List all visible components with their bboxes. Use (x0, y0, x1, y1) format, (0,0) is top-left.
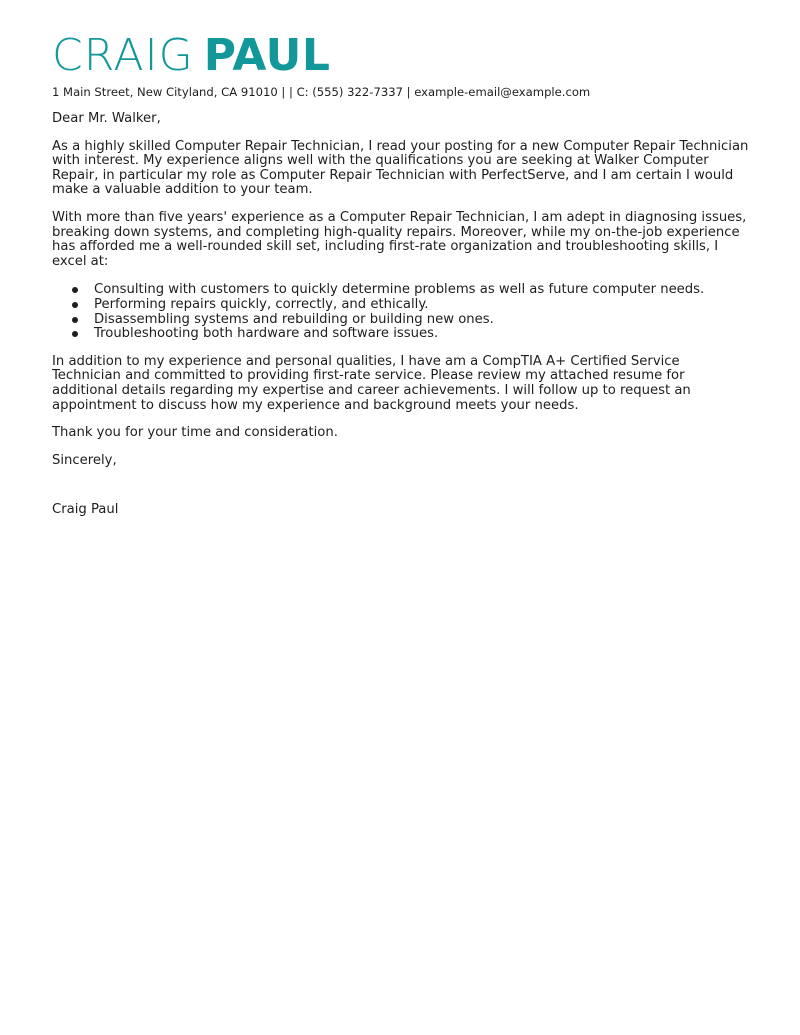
last-name: PAUL (203, 30, 331, 81)
list-item (52, 327, 752, 342)
skills-list (52, 283, 752, 341)
paragraph-intro: As a highly skilled Computer Repair Technician, I read your posting for a new Computer Repair Technician with interest. My experience aligns well with the qualifications you are seeking at Walker Computer Repair, in particular my role as Computer Repair Technician with PerfectServe, and I am certain I would make a valuable addition to your team. (52, 138, 749, 198)
contact-line: 1 Main Street, New Cityland, CA 91010 | | C: (555) 322-7337 | example-email@example.com (52, 85, 591, 99)
thank-you-line: Thank you for your time and consideration. (52, 425, 338, 441)
list-item-text: Troubleshooting both hardware and software issues. (94, 326, 439, 342)
bullet-icon (72, 331, 78, 337)
list-item-text: Disassembling systems and rebuilding or building new ones. (94, 311, 494, 327)
letter-body (52, 112, 752, 518)
cover-letter-page (52, 30, 752, 518)
bullet-icon (72, 287, 78, 293)
bullet-icon (72, 302, 78, 308)
list-item (52, 298, 752, 313)
list-item (52, 313, 752, 328)
list-item (52, 283, 752, 298)
paragraph-experience: With more than five years' experience as a Computer Repair Technician, I am adept in diagnosing issues, breaking down systems, and completing high-quality repairs. Moreover, while my on-the-job experience has afforded me a well-rounded skill set, including first-rate organization and troubleshooting skills, I excel at: (52, 209, 747, 269)
salutation: Dear Mr. Walker, (52, 111, 161, 126)
first-name: CRAIG (52, 30, 194, 81)
signature-name: Craig Paul (52, 502, 119, 518)
paragraph-qualifications: In addition to my experience and personal qualities, I have am a CompTIA A+ Certified Service Technician and committed to providing first-rate service. Please review my attached resume for additional details regarding my expertise and career achievements. I will follow up to request an appointment to discuss how my experience and background meets your needs. (52, 353, 691, 413)
list-item-text: Performing repairs quickly, correctly, and ethically. (94, 296, 429, 312)
applicant-name (52, 30, 752, 82)
bullet-icon (72, 317, 78, 323)
list-item-text: Consulting with customers to quickly determine problems as well as future computer needs. (94, 282, 705, 298)
closing: Sincerely, (52, 452, 117, 468)
